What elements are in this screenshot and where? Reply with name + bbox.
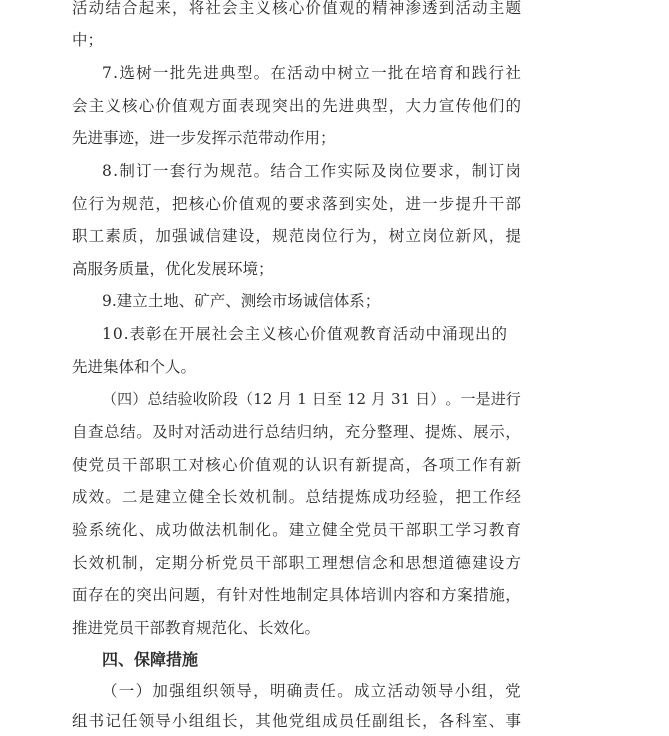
text-line: 推进党员干部教育规范化、长效化。: [72, 619, 321, 637]
text-line: 中；: [72, 31, 104, 49]
text-line: 自 查 总 结 。 及 时 对 活 动 进 行 总 结 归 纳 ， 充 分 整 理 、 提 炼 、 展 示 ，: [72, 423, 521, 441]
text-line: 先进集体和个人。: [72, 358, 197, 376]
text-line: 活 动 结 合 起 来 ， 将 社 会 主 义 核 心 价 值 观 的 精 神 渗 透 到 活 动 主 题: [72, 0, 521, 17]
text-line: 成 效 。 二 是 建 立 健 全 长 效 机 制 。 总 结 提 炼 成 功 经 验 ， 把 工 作 经: [72, 488, 521, 506]
text-line: 9.建立土地、矿产、测绘市场诚信体系；: [102, 292, 381, 310]
text-line: 先进事迹，进一步发挥示范带动作用；: [72, 129, 336, 147]
text-line: 高服务质量，优化发展环境；: [72, 260, 274, 278]
text-line: 长 效 机 制 ， 定 期 分 析 党 员 干 部 职 工 理 想 信 念 和 思 想 道 德 建 设 方: [72, 554, 521, 572]
text-line: 职 工 素 质 ， 加 强 诚 信 建 设 ， 规 范 岗 位 行 为 ， 树 立 岗 位 新 风 ， 提: [72, 227, 521, 245]
text-line: （ 一 ） 加 强 组 织 领 导 ， 明 确 责 任 。 成 立 活 动 领 导 小 组 ， 党: [102, 682, 521, 700]
text-line: 1 0 . 表 彰 在 开 展 社 会 主 义 核 心 价 值 观 教 育 活 动 中 涌 现 出 的: [102, 325, 507, 343]
text-line: 组 书 记 任 领 导 小 组 组 长 ， 其 他 党 组 成 员 任 副 组 长 ， 各 科 室 、 事: [72, 712, 521, 730]
text-line: 使 党 员 干 部 职 工 对 核 心 价 值 观 的 认 识 有 新 提 高 ， 各 项 工 作 有 新: [72, 456, 521, 474]
text-line: 验 系 统 化 、 成 功 做 法 机 制 化 。 建 立 健 全 党 员 干 部 职 工 学 习 教 育: [72, 521, 521, 539]
text-line: 面 存 在 的 突 出 问 题 ， 有 针 对 性 地 制 定 具 体 培 训 内 容 和 方 案 措 施 ，: [72, 586, 521, 604]
text-line: 会 主 义 核 心 价 值 观 方 面 表 现 突 出 的 先 进 典 型 ， 大 力 宣 传 他 们 的: [72, 97, 521, 115]
text-line: 位 行 为 规 范 ， 把 核 心 价 值 观 的 要 求 落 到 实 处 ， 进 一 步 提 升 干 部: [72, 195, 521, 213]
section-heading: 四、保障措施: [102, 650, 199, 669]
text-line: 8 . 制 订 一 套 行 为 规 范 。 结 合 工 作 实 际 及 岗 位 要 求 ， 制 订 岗: [102, 162, 521, 180]
text-line: 7 . 选 树 一 批 先 进 典 型 。 在 活 动 中 树 立 一 批 在 培 育 和 践 行 社: [102, 64, 521, 82]
text-line: （ 四 ） 总 结 验 收 阶 段 （ 1 2 月 1 日 至 1 2 月 3 1 日 ） 。 一 是 进 行: [102, 390, 521, 408]
